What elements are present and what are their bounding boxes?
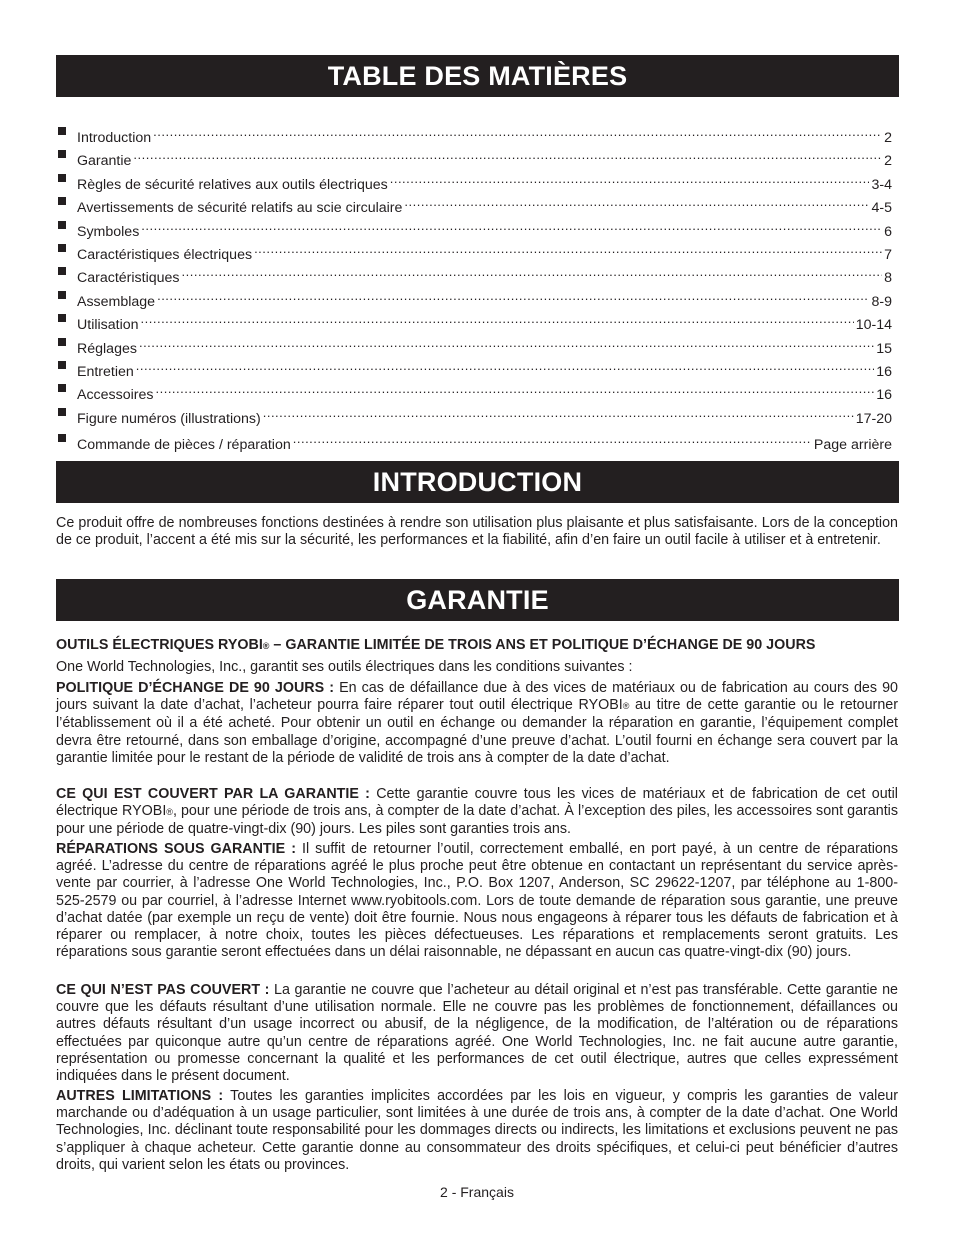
toc-item-page: 2	[884, 153, 892, 169]
toc-item-page: 8-9	[871, 294, 892, 310]
toc-item-page: 10-14	[855, 317, 892, 333]
square-bullet-icon	[58, 127, 66, 135]
pas-couvert-label: CE QUI N’EST PAS COUVERT :	[56, 982, 270, 998]
toc-item-page: 16	[876, 364, 892, 380]
introduction-title-bar	[56, 461, 899, 503]
dot-leader	[182, 262, 883, 282]
introduction-text: Ce produit offre de nombreuses fonctions destinées à rendre son utilisation plus plaisante et plus satisfaisante. Lors de la conception de ce produit, l’accent a été mis sur la sécurité, les performances et la fiabilité, afin d’en faire un outil facile à utiliser et à entretenir.	[56, 515, 898, 549]
toc-item-label: Introduction	[77, 130, 152, 146]
toc-item-label: Symboles	[77, 224, 140, 240]
toc-item	[58, 192, 892, 216]
pas-couvert-paragraph: CE QUI N’EST PAS COUVERT : La garantie ne couvre que l’acheteur au détail original et n’est pas transférable. Cette garantie ne couvre que les défauts résultant d’une utilisation normale. Elle ne couvre pas les problèmes de fonctionnement, défaillances ou autres défauts résultant d’un usage incorrect ou abusif, de la négligence, de la modification, de l’altération ou de réparations effectuées par quiconque autre qu’un centre de réparations agréé. One World Technologies, Inc. ne fait aucune autre garantie, représentation ou promesse concernant la qualité et les performances de cet outil électrique, autres que celles expressément indiquées dans le présent document.	[56, 982, 898, 1085]
square-bullet-icon	[58, 361, 66, 369]
toc-item-label: Utilisation	[77, 317, 139, 333]
toc-item-label: Entretien	[77, 364, 134, 380]
couvert-label: CE QUI EST COUVERT PAR LA GARANTIE :	[56, 786, 370, 802]
garantie-intro: One World Technologies, Inc., garantit ses outils électriques dans les conditions suivantes :	[56, 659, 633, 675]
toc-item-page: 8	[884, 270, 892, 286]
toc-item-page: 6	[884, 224, 892, 240]
toc-item	[58, 333, 892, 357]
toc-item-page: 3-4	[871, 177, 892, 193]
garantie-heading: OUTILS ÉLECTRIQUES RYOBI® – GARANTIE LIMITÉE DE TROIS ANS ET POLITIQUE D’ÉCHANGE DE 90 JOURS	[56, 637, 816, 653]
square-bullet-icon	[58, 244, 66, 252]
dot-leader	[293, 429, 812, 449]
politique-paragraph: POLITIQUE D’ÉCHANGE DE 90 JOURS : En cas de défaillance due à des vices de matériaux ou de fabrication au cours des 90 jours suivant la date d’achat, l’acheteur pourra faire réparer tout outil électrique RYOBI® au titre de cette garantie ou le retourner l’établissement où il a été acheté. Pour obtenir un outil en échange ou demander la réparation en garantie, l’équipement complet devra être retourné, dans son emballage d’origine, accompagné d’une preuve d’achat. L’outil fourni en échange sera couvert par la garantie limitée pour le restant de la période de validité de trois ans à compter de la date d’achat.	[56, 680, 898, 766]
square-bullet-icon	[58, 384, 66, 392]
toc-item-label: Réglages	[77, 341, 137, 357]
square-bullet-icon	[58, 267, 66, 275]
toc-title-bar	[56, 55, 899, 97]
toc-item-label: Caractéristiques	[77, 270, 180, 286]
dot-leader	[153, 122, 882, 142]
autres-label: AUTRES LIMITATIONS :	[56, 1088, 224, 1104]
toc-item	[58, 379, 892, 403]
toc-item-page: 15	[876, 341, 892, 357]
square-bullet-icon	[58, 221, 66, 229]
toc-item	[58, 239, 892, 263]
dot-leader	[141, 309, 854, 329]
garantie-title-bar	[56, 579, 899, 621]
square-bullet-icon	[58, 434, 66, 442]
toc-item-label: Caractéristiques électriques	[77, 247, 253, 263]
toc-item	[58, 286, 892, 310]
dot-leader	[254, 239, 882, 259]
square-bullet-icon	[58, 314, 66, 322]
page-footer: 2 - Français	[440, 1184, 514, 1200]
dot-leader	[141, 216, 882, 236]
toc-item-page: 16	[876, 387, 892, 403]
toc-item-label: Accessoires	[77, 387, 154, 403]
dot-leader	[155, 379, 874, 399]
registered-mark: ®	[622, 701, 630, 712]
toc-item-page: 17-20	[855, 411, 892, 427]
politique-label: POLITIQUE D’ÉCHANGE DE 90 JOURS :	[56, 680, 335, 696]
toc-item	[58, 145, 892, 169]
registered-mark: ®	[166, 807, 173, 818]
toc-item-page: 4-5	[871, 200, 892, 216]
toc-item-label: Assemblage	[77, 294, 156, 310]
toc-item-page: 2	[884, 130, 892, 146]
toc-item-label: Commande de pièces / réparation	[77, 437, 291, 453]
square-bullet-icon	[58, 197, 66, 205]
square-bullet-icon	[58, 338, 66, 346]
toc-item-label: Avertissements de sécurité relatifs au scie circulaire	[77, 200, 403, 216]
toc-item-label: Figure numéros (illustrations)	[77, 411, 261, 427]
toc-item-label: Règles de sécurité relatives aux outils électriques	[77, 177, 388, 193]
toc-item	[58, 262, 892, 286]
toc-title: TABLE DES MATIÈRES	[327, 60, 628, 91]
dot-leader	[390, 169, 870, 189]
toc-item	[58, 309, 892, 333]
square-bullet-icon	[58, 291, 66, 299]
square-bullet-icon	[58, 150, 66, 158]
toc-item	[58, 216, 892, 240]
toc-item	[58, 122, 892, 146]
dot-leader	[157, 286, 869, 306]
autres-paragraph: AUTRES LIMITATIONS : Toutes les garanties implicites accordées par les lois en vigueur, y compris les garanties de valeur marchande ou d’adéquation à un usage particulier, sont limitées à une durée de trois ans, à compter de la date d’achat. One World Technologies, Inc. déclinant toute responsabilité pour les dommages directs ou indirects, les limitations et exclusions peuvent ne pas s’appliquer à chaque acheteur. Cette garantie donne au consommateur des droits spécifiques, et celui-ci peut bénéficier d’autres droits, qui varient selon les états ou provinces.	[56, 1088, 898, 1173]
dot-leader	[263, 403, 854, 423]
toc-item-page: 7	[884, 247, 892, 263]
toc-item	[58, 429, 892, 453]
toc-item-page: Page arrière	[813, 437, 892, 453]
garantie-title: GARANTIE	[406, 584, 549, 615]
square-bullet-icon	[58, 408, 66, 416]
introduction-title: INTRODUCTION	[372, 466, 583, 497]
couvert-paragraph: CE QUI EST COUVERT PAR LA GARANTIE : Cette garantie couvre tous les vices de matériaux et de fabrication de cet outil électrique RYOBI®, pour une période de trois ans, à compter de la date d’achat. À l’exception des piles, les accessoires sont garantis pour une période de quatre-vingt-dix (90) jours. Les piles sont garanties trois ans.	[56, 786, 898, 838]
dot-leader	[136, 356, 874, 376]
toc-item-label: Garantie	[77, 153, 132, 169]
dot-leader	[404, 192, 869, 212]
reparations-paragraph: RÉPARATIONS SOUS GARANTIE : Il suffit de retourner l’outil, correctement emballé, en port payé, à un centre de réparations agréé. L’adresse du centre de réparations agréé le plus proche peut être obtenue en contactant un représentant du service après-vente par courrier, à l’adresse One World Technologies, Inc., P.O. Box 1207, Anderson, SC 29622-1207, par téléphone au 1-800-525-2579 ou par courriel, à l’adresse Internet www.ryobitools.com. Lors de toute demande de réparation sous garantie, une preuve d’achat datée (par exemple un reçu de vente) doit être fournie. Nous nous engageons à réparer tous les défauts de fabrication et à réparer ou remplacer, à notre choix, toutes les pièces défectueuses. Les réparations et remplacements seront gratuits. Les réparations sous garantie seront effectuées dans un délai raisonnable, ne dépassant en aucun cas quatre-vingt-dix (90) jours.	[56, 841, 898, 961]
dot-leader	[139, 333, 874, 353]
toc-item	[58, 356, 892, 380]
toc-item	[58, 403, 892, 427]
registered-mark: ®	[262, 641, 270, 651]
reparations-label: RÉPARATIONS SOUS GARANTIE :	[56, 841, 296, 857]
square-bullet-icon	[58, 174, 66, 182]
toc-item	[58, 169, 892, 193]
dot-leader	[133, 145, 882, 165]
